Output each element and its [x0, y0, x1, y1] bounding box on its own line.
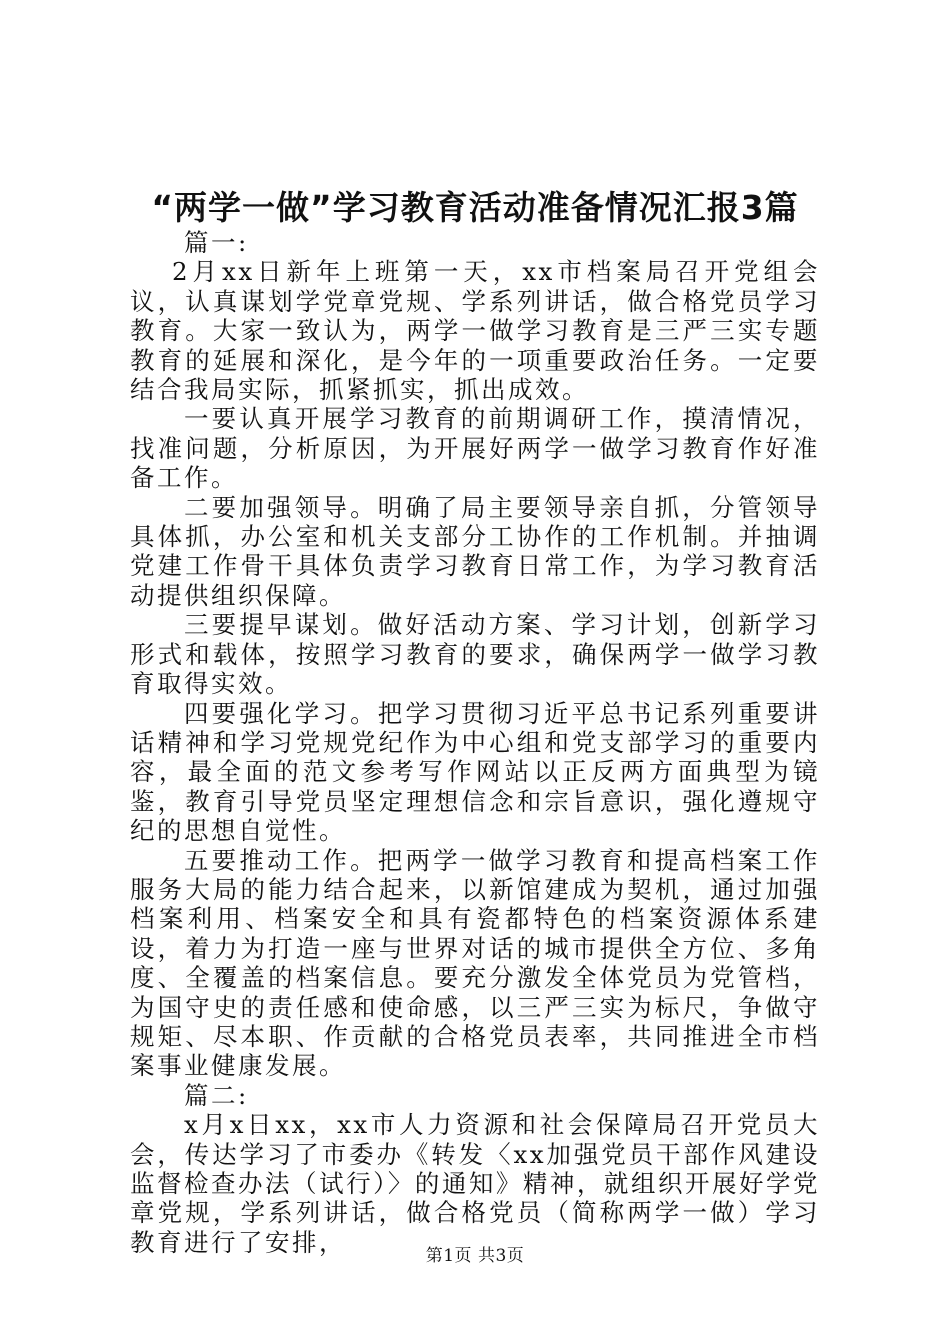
paragraph: 二要加强领导。明确了局主要领导亲自抓，分管领导具体抓，办公室和机关支部分工协作的工作机制。并抽调党建工作骨干具体负责学习教育日常工作，为学习教育活动提供组织保障。: [130, 492, 820, 610]
section-heading-1: 篇一:: [184, 228, 249, 257]
paragraph: 三要提早谋划。做好活动方案、学习计划，创新学习形式和载体，按照学习教育的要求，确保两学一做学习教育取得实效。: [130, 610, 820, 699]
paragraph: 一要认真开展学习教育的前期调研工作，摸清情况，找准问题，分析原因，为开展好两学一做学习教育作好准备工作。: [130, 404, 820, 493]
section-heading-2: 篇二:: [184, 1080, 249, 1110]
document-title: “两学一做”学习教育活动准备情况汇报3篇: [151, 188, 799, 227]
paragraph: 五要推动工作。把两学一做学习教育和提高档案工作服务大局的能力结合起来，以新馆建成为契机，通过加强档案利用、档案安全和具有瓷都特色的档案资源体系建设，着力为打造一座与世界对话的城市提供全方位、多角度、全覆盖的档案信息。要充分激发全体党员为党管档，为国守史的责任感和使命感，以三严三实为标尺，争做守规矩、尽本职、作贡献的合格党员表率，共同推进全市档案事业健康发展。: [130, 845, 820, 1081]
page-footer: 第1页 共3页: [425, 1246, 525, 1266]
paragraph: x月x日xx，xx市人力资源和社会保障局召开党员大会，传达学习了市委办《转发〈xx加强党员干部作风建设监督检查办法（试行）〉的通知》精神，就组织开展好学党章党规，学系列讲话，做合格党员（简称两学一做）学习教育进行了安排，: [130, 1110, 820, 1257]
document-body: [130, 228, 820, 1257]
paragraph: 2月xx日新年上班第一天，xx市档案局召开党组会议，认真谋划学党章党规、学系列讲话，做合格党员学习教育。大家一致认为，两学一做学习教育是三严三实专题教育的延展和深化，是今年的一项重要政治任务。一定要结合我局实际，抓紧抓实，抓出成效。: [130, 257, 820, 405]
paragraph: 四要强化学习。把学习贯彻习近平总书记系列重要讲话精神和学习党规党纪作为中心组和党支部学习的重要内容，最全面的范文参考写作网站以正反两方面典型为镜鉴，教育引导党员坚定理想信念和宗旨意识，强化遵规守纪的思想自觉性。: [130, 698, 820, 846]
